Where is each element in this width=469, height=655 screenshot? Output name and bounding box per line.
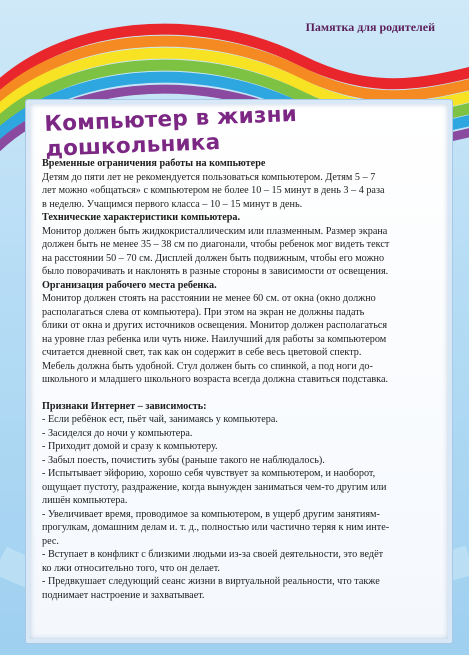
header-label: Памятка для родителей [305, 20, 435, 34]
list-item: - Забыл поесть, почистить зубы (раньше такого не наблюдалось). [42, 454, 325, 466]
list-item: - Увеличивает время, проводимое за компьютером, в ущерб другим занятиям- [42, 508, 380, 520]
list-item: - Испытывает эйфорию, хорошо себя чувствует за компьютером, и наоборот, [42, 468, 376, 479]
list-item: - Приходит домой и сразу к компьютеру. [42, 441, 218, 452]
memo-content [42, 157, 434, 602]
text-line: Мебель должна быть удобной. Стул должен быть со спинкой, а под ноги до- [42, 360, 373, 372]
section-heading: Технические характеристики компьютера. [42, 212, 241, 223]
text-line: считается дневной свет, так как он содержит в себе весь цветовой спектр. [42, 347, 362, 358]
text-line: на уровне глаз ребенка или чуть ниже. Наилучший для работы за компьютером [42, 333, 387, 345]
text-line: Монитор должен стоять на расстоянии не менее 60 см. от окна (окно должно [42, 293, 376, 304]
text-line: на расстоянии 50 – 70 см. Дисплей должен быть подвижным, чтобы его можно [42, 252, 385, 264]
spacer [42, 387, 434, 400]
page-title: Компьютер в жизни дошкольника [44, 101, 298, 162]
section-heading: Временные ограничения работы на компьютере [42, 158, 266, 169]
list-item: прогулкам, домашним делам и. т. д., полностью или частично теряя к ним инте- [42, 522, 390, 533]
text-line: должен быть не менее 35 – 38 см по диагонали, чтобы ребенок мог видеть текст [42, 239, 390, 250]
text-line: Монитор должен быть жидкокристаллическим или плазменным. Размер экрана [42, 225, 388, 237]
list-item: лишён компьютера. [42, 495, 128, 506]
list-item: - Предвкушает следующий сеанс жизни в виртуальной реальности, что также [42, 576, 380, 587]
list-item: - Вступает в конфликт с близкими людьми из-за своей деятельности, это ведёт [42, 549, 384, 560]
text-line: блики от окна и других источников освещения. Монитор должен располагаться [42, 320, 388, 331]
section-heading: Признаки Интернет – зависимость: [42, 400, 207, 412]
list-item: - Засиделся до ночи у компьютера. [42, 427, 193, 439]
text-line: школьного и младшего школьного возраста всегда должна ставиться подставка. [42, 374, 389, 385]
section-heading: Организация рабочего места ребенка. [42, 279, 217, 291]
list-item: - Если ребёнок ест, пьёт чай, занимаясь у компьютера. [42, 414, 278, 425]
text-line: в неделю. Учащимся первого класса – 10 – 15 минут в день. [42, 198, 303, 210]
list-item: рес. [42, 535, 59, 547]
list-item: ко лжи относительно того, что он делает. [42, 562, 220, 574]
list-item: поднимает настроение и захватывает. [42, 589, 205, 601]
text-line: было поворачивать и наклонять в разные стороны в зависимости от освещения. [42, 266, 389, 277]
text-line: Детям до пяти лет не рекомендуется пользоваться компьютером. Детям 5 – 7 [42, 171, 376, 183]
text-line: располагаться слева от компьютера). При этом на экран не должны падать [42, 306, 365, 318]
list-item: ощущает пустоту, раздражение, когда вынужден заниматься чем-то другим или [42, 481, 387, 493]
text-line: лет можно «общаться» с компьютером не более 10 – 15 минут в день 3 – 4 раза [42, 185, 385, 196]
